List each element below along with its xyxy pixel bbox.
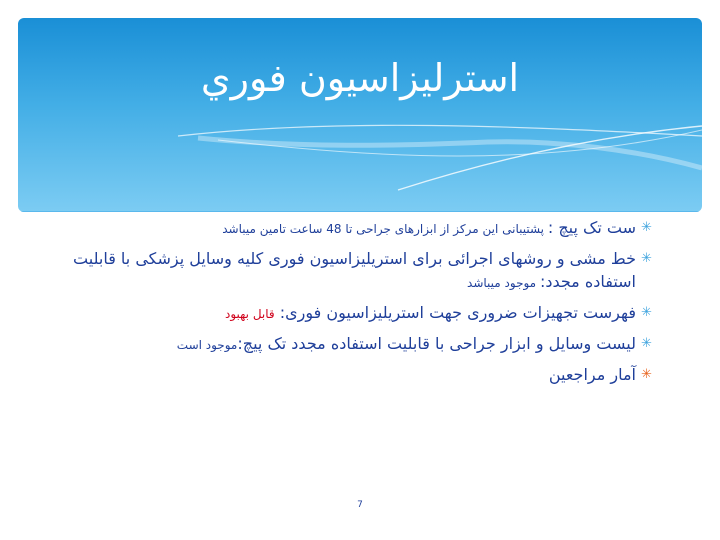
slide-title: استرليزاسيون فوري [200,56,520,100]
list-item [52,216,652,241]
bullet-sub-text: پشتیبانی این مرکز از ابزارهای جراحی تا 48 ساعت تامین میباشد [222,222,548,236]
list-item [52,363,652,386]
bullet-main-text: ست تک پیچ : [547,218,636,237]
list-item [52,301,652,326]
wave-decoration [18,18,702,212]
bullet-list [52,216,652,392]
bullet-main-text: آمار مراجعین [548,365,636,384]
title-banner [18,18,702,212]
bullet-sub-text: موجود میباشد [467,276,540,290]
bullet-star-icon: ✳ [641,251,652,266]
bullet-star-icon: ✳ [641,367,652,382]
bullet-main-text: لیست وسایل و ابزار جراحی با قابلیت استفاده مجدد تک پیچ: [237,334,636,353]
bullet-star-icon: ✳ [641,220,652,235]
list-item [52,247,652,295]
bullet-sub-text: موجود است [176,338,238,352]
bullet-main-text: خط مشی و روشهای اجرائی برای استریلیزاسیون فوری کلیه وسایل پزشکی با قابلیت استفاده مجدد: [73,249,636,291]
bullet-status-text: قابل بهبود [224,307,275,321]
list-item [52,332,652,357]
bullet-main-text: فهرست تجهیزات ضروری جهت استریلیزاسیون فوری: [274,303,636,322]
bullet-star-icon: ✳ [641,305,652,320]
page-number: 7 [357,500,363,510]
bullet-star-icon: ✳ [641,336,652,351]
